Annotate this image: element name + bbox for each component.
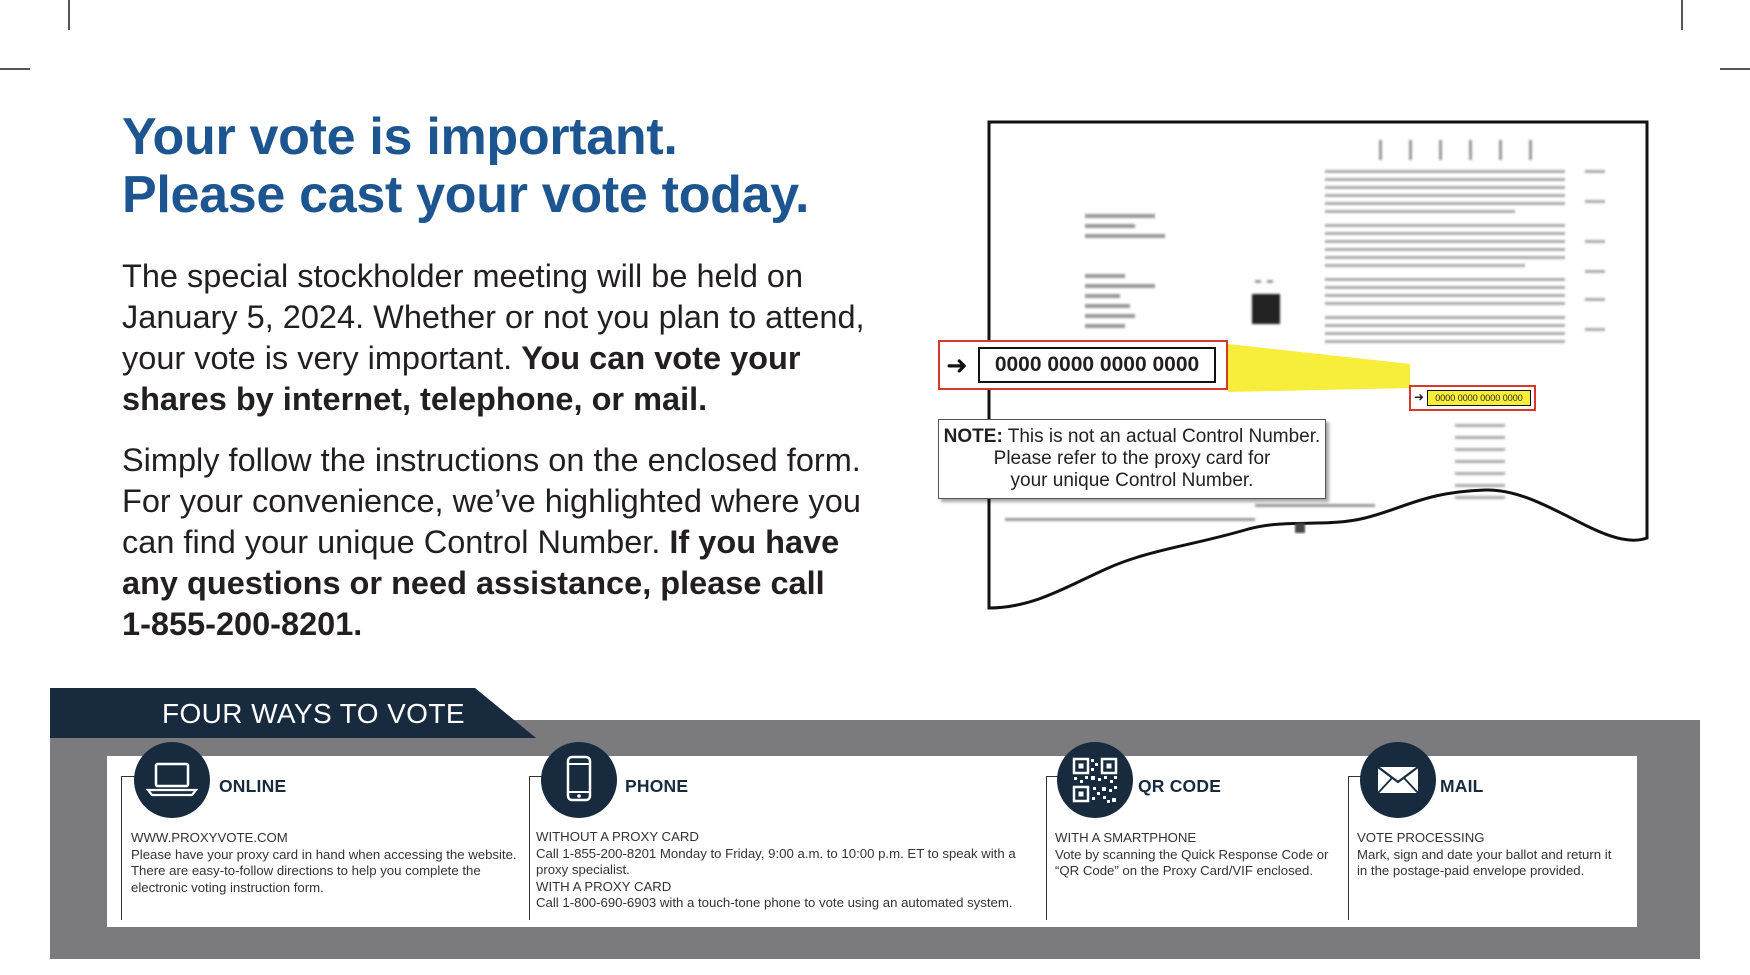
crop-mark [1681,0,1683,30]
method-phone-title: PHONE [625,776,689,796]
arrow-right-icon: ➜ [946,350,968,380]
method-mail-text [1357,830,1611,880]
note-box [938,419,1326,499]
intro-p1-line: January 5, 2024. Whether or not you plan to attend, [122,299,865,335]
method-phone-line: Call 1-855-200-8201 Monday to Friday, 9:00 a.m. to 10:00 p.m. ET to speak with a [536,845,1016,861]
method-mail-line: Mark, sign and date your ballot and return it [1357,846,1612,862]
method-online-line: There are easy-to-follow directions to help you complete the [131,863,481,878]
method-online-title: ONLINE [219,776,287,796]
method-phone-heading: WITHOUT A PROXY CARD [536,829,699,844]
intro-p1-line: your vote is very important. [122,340,513,376]
four-ways-title: FOUR WAYS TO VOTE [162,698,465,729]
method-online-text [131,830,517,896]
headline [122,108,809,224]
intro-p2-line: Simply follow the instructions on the enclosed form. [122,442,861,478]
method-online-heading: WWW.PROXYVOTE.COM [131,830,288,845]
laptop-icon [134,742,210,818]
method-qr-title: QR CODE [1138,776,1222,796]
note-label: NOTE: [943,426,1003,447]
method-phone-line: Call 1-800-690-6903 with a touch-tone phone to vote using an automated system. [536,895,1013,910]
arrow-right-icon: ➜ [1414,390,1425,404]
qr-code-icon [1057,742,1133,818]
note-line-1: This is not an actual Control Number. [1007,426,1321,447]
intro-p1-emphasis: You can vote your [521,340,801,376]
intro-p2-emphasis: If you have [669,524,840,560]
intro-p2-line: For your convenience, we’ve highlighted where you [122,483,861,519]
method-qr-line: “QR Code” on the Proxy Card/VIF enclosed. [1055,863,1313,878]
method-qr-line: Vote by scanning the Quick Response Code or [1055,846,1329,862]
crop-mark [68,0,70,30]
crop-mark [0,68,30,70]
method-mail-title: MAIL [1440,776,1484,796]
headline-line-1: Your vote is important. [122,108,678,166]
note-line-2: Please refer to the proxy card for [993,448,1271,469]
intro-p1-line: The special stockholder meeting will be held on [122,258,804,294]
intro-p2-line: can find your unique Control Number. [122,524,661,560]
phone-icon [541,742,617,818]
method-online-bracket [121,776,122,920]
control-number-on-card [1409,385,1536,411]
method-phone-bracket [529,776,530,920]
intro-p2-emphasis: any questions or need assistance, please call [122,565,825,601]
method-mail-heading: VOTE PROCESSING [1357,830,1485,845]
control-number-small: 0000 0000 0000 0000 [1427,390,1531,406]
method-mail-line: in the postage-paid envelope provided. [1357,863,1585,878]
headline-line-2: Please cast your vote today. [122,166,810,224]
note-line-3: your unique Control Number. [1010,470,1254,491]
crop-mark [1720,68,1750,70]
control-number-large: 0000 0000 0000 0000 [978,347,1216,383]
method-qr-text [1055,830,1328,880]
method-qr-bracket [1046,776,1047,920]
method-online-line: Please have your proxy card in hand when accessing the website. [131,846,517,862]
method-online-line: electronic voting instruction form. [131,879,324,895]
intro-paragraph-2 [122,440,882,645]
control-number-callout [938,340,1228,390]
intro-paragraph-1 [122,256,882,420]
intro-p1-emphasis: shares by internet, telephone, or mail. [122,381,708,417]
method-phone-text [536,829,1016,912]
method-phone-line: proxy specialist. [536,862,630,877]
method-qr-heading: WITH A SMARTPHONE [1055,830,1197,845]
method-phone-heading: WITH A PROXY CARD [536,878,672,894]
envelope-icon [1360,742,1436,818]
phone-number: 1-855-200-8201. [122,606,363,642]
method-mail-bracket [1348,776,1349,920]
